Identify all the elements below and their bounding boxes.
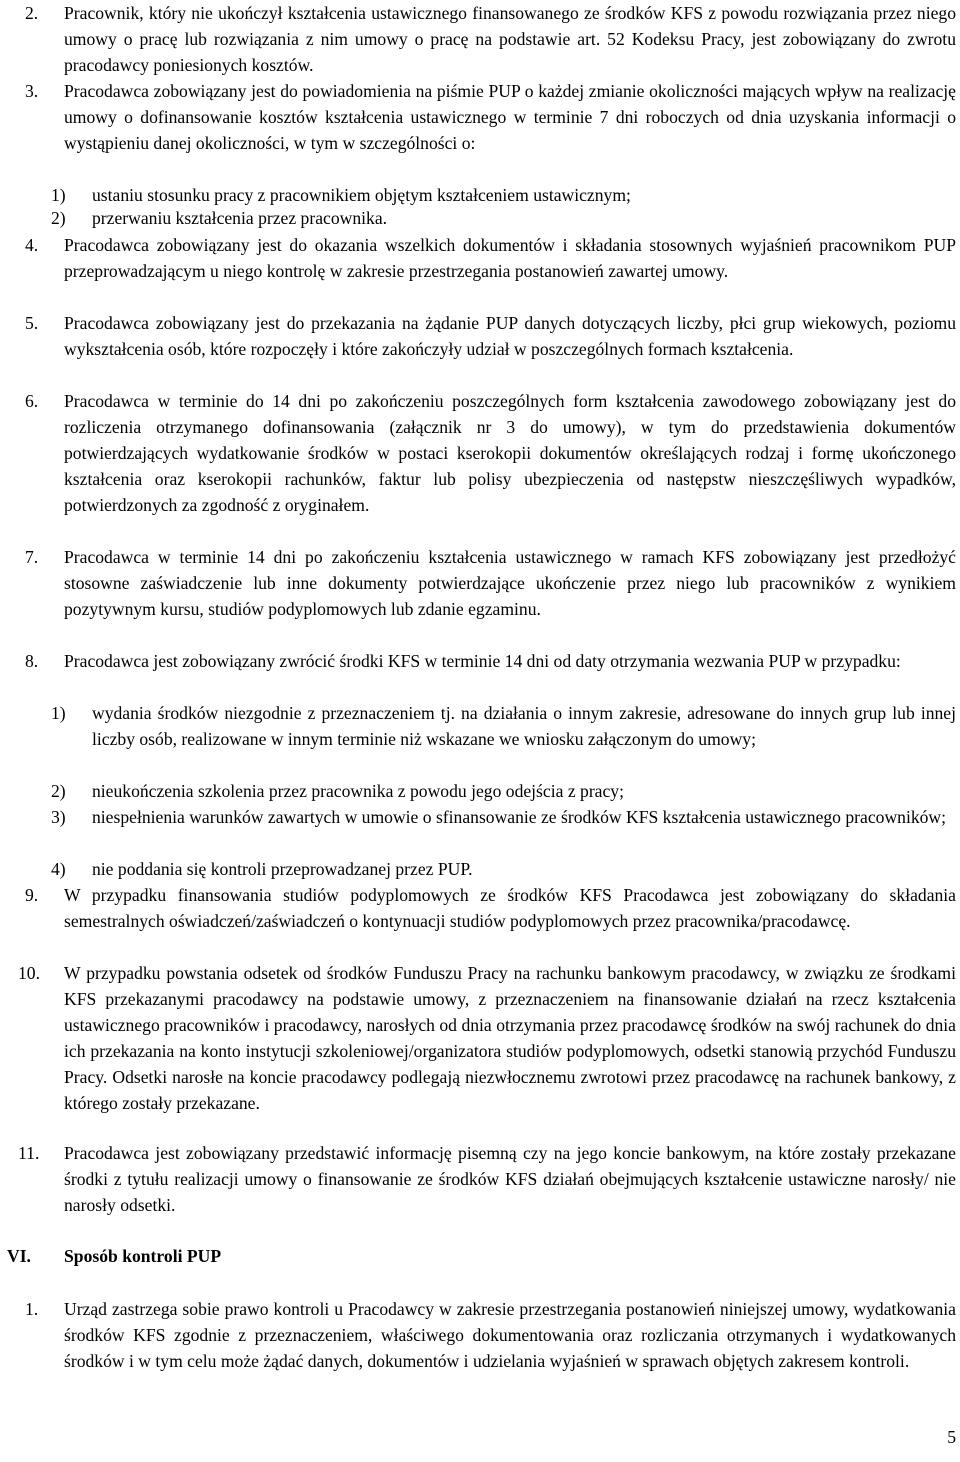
- list-item-2: [0, 0, 960, 78]
- section-heading: [0, 1243, 960, 1269]
- item-number: 9.: [25, 885, 39, 905]
- section-title: Sposób kontroli PUP: [64, 1246, 222, 1266]
- item-text: Pracodawca w terminie do 14 dni po zakończeniu poszczególnych form kształcenia zawodowego zobowiązany jest do rozliczenia otrzymanego dofinansowania (załącznik nr 3 do umowy), w tym do przedstawienia dokumentów potwierdzających wydatkowanie środków w postaci kserokopii dokumentów określających rodzaj i formę ukończonego kształcenia oraz kserokopii rachunków, faktur lub polisy ubezpieczenia od następstw nieszczęśliwych wypadków, potwierdzonych za zgodność z oryginałem.: [64, 391, 956, 516]
- list-item-8: [0, 648, 960, 674]
- page-number: 5: [947, 1427, 956, 1447]
- list-item-3: [0, 78, 960, 156]
- sub-item-text: przerwaniu kształcenia przez pracownika.: [92, 208, 388, 228]
- sub-item-text: nie poddania się kontroli przeprowadzanej przez PUP.: [92, 859, 473, 879]
- section-list-item-1: [0, 1296, 960, 1374]
- sub-item-8-4: [0, 856, 960, 882]
- sub-item-3-2: [0, 205, 960, 231]
- list-item-4: [0, 232, 960, 284]
- sub-item-text: niespełnienia warunków zawartych w umowie o sfinansowanie ze środków KFS kształcenia ustawicznego pracowników;: [92, 807, 947, 827]
- item-number: 1.: [25, 1299, 39, 1319]
- item-text: Pracodawca zobowiązany jest do powiadomienia na piśmie PUP o każdej zmianie okoliczności mających wpływ na realizację umowy o dofinansowanie kosztów kształcenia ustawicznego w terminie 7 dni roboczych od dnia uzyskania informacji o wystąpieniu danej okoliczności, w tym w szczególności o:: [64, 81, 956, 154]
- list-item-6: [0, 388, 960, 518]
- item-text: W przypadku powstania odsetek od środków Funduszu Pracy na rachunku bankowym pracodawcy, w związku ze środkami KFS przekazanymi pracodawcy na podstawie umowy, z przeznaczeniem na finansowanie działań na rzecz kształcenia ustawicznego pracowników i pracodawcy, narosłych od dnia otrzymania przez pracodawcę środków na swój rachunek do dnia ich przekazania na konto instytucji szkoleniowej/organizatora studiów podyplomowych, odsetki stanowią przychód Funduszu Pracy. Odsetki narosłe na koncie pracodawcy podlegają niezwłocznemu zwrotowi przez pracodawcę na rachunek bankowy, z którego zostały przekazane.: [64, 963, 956, 1114]
- sub-item-text: nieukończenia szkolenia przez pracownika z powodu jego odejścia z pracy;: [92, 781, 624, 801]
- item-number: 5.: [25, 313, 39, 333]
- item-text: Pracodawca w terminie 14 dni po zakończeniu kształcenia ustawicznego w ramach KFS zobowiązany jest przedłożyć stosowne zaświadczenie lub inne dokumenty potwierdzające ukończenie przez niego lub pracowników z wynikiem pozytywnym kursu, studiów podyplomowych lub zdanie egzaminu.: [64, 547, 956, 620]
- sub-item-number: 2): [51, 208, 66, 228]
- sub-item-text: ustaniu stosunku pracy z pracownikiem objętym kształceniem ustawicznym;: [92, 185, 631, 205]
- sub-item-number: 4): [51, 859, 66, 879]
- item-number: 3.: [25, 81, 39, 101]
- list-item-10: [0, 960, 960, 1117]
- list-item-5: [0, 310, 960, 362]
- item-number: 6.: [25, 391, 39, 411]
- item-number: 11.: [18, 1143, 40, 1163]
- section-number: VI.: [7, 1246, 31, 1266]
- item-text: Pracodawca zobowiązany jest do przekazania na żądanie PUP danych dotyczących liczby, płci grup wiekowych, poziomu wykształcenia osób, które rozpoczęły i które zakończyły udział w poszczególnych formach kształcenia.: [64, 313, 956, 360]
- item-text: Pracodawca jest zobowiązany zwrócić środki KFS w terminie 14 dni od daty otrzymania wezwania PUP w przypadku:: [64, 651, 901, 671]
- item-number: 10.: [18, 963, 40, 983]
- item-text: Pracodawca zobowiązany jest do okazania wszelkich dokumentów i składania stosownych wyjaśnień pracownikom PUP przeprowadzającym u niego kontrolę w zakresie przestrzegania postanowień zawartej umowy.: [64, 235, 956, 282]
- item-text: Pracodawca jest zobowiązany przedstawić informację pisemną czy na jego koncie bankowym, na które zostały przekazane środki z tytułu realizacji umowy o finansowanie ze środków KFS działań obejmujących kształcenie ustawiczne narosły/ nie narosły odsetki.: [64, 1143, 956, 1216]
- sub-item-number: 2): [51, 781, 66, 801]
- item-text: W przypadku finansowania studiów podyplomowych ze środków KFS Pracodawca jest zobowiązany do składania semestralnych oświadczeń/zaświadczeń o kontynuacji studiów podyplomowych przez pracownika/pracodawcę.: [64, 885, 956, 932]
- item-number: 7.: [25, 547, 39, 567]
- sub-item-8-2: [0, 778, 960, 804]
- sub-item-8-3: [0, 804, 960, 830]
- sub-item-number: 1): [51, 703, 66, 723]
- sub-item-number: 1): [51, 185, 66, 205]
- list-item-7: [0, 544, 960, 622]
- item-number: 2.: [25, 3, 39, 23]
- item-text: Pracownik, który nie ukończył kształcenia ustawicznego finansowanego ze środków KFS z powodu rozwiązania przez niego umowy o pracę lub rozwiązania z nim umowy o pracę na podstawie art. 52 Kodeksu Pracy, jest zobowiązany do zwrotu pracodawcy poniesionych kosztów.: [64, 3, 956, 76]
- list-item-11: [0, 1140, 960, 1218]
- item-number: 8.: [25, 651, 39, 671]
- item-text: Urząd zastrzega sobie prawo kontroli u Pracodawcy w zakresie przestrzegania postanowień niniejszej umowy, wydatkowania środków KFS zgodnie z przeznaczeniem, właściwego dokumentowania oraz rozliczania otrzymanych i wydatkowanych środków i w tym celu może żądać danych, dokumentów i udzielania wyjaśnień w sprawach objętych zakresem kontroli.: [64, 1299, 956, 1372]
- item-number: 4.: [25, 235, 39, 255]
- sub-item-text: wydania środków niezgodnie z przeznaczeniem tj. na działania o innym zakresie, adresowane do innych grup lub innej liczby osób, realizowane w innym terminie niż wskazane we wniosku załączonym do umowy;: [92, 703, 956, 750]
- sub-item-number: 3): [51, 807, 66, 827]
- sub-item-8-1: [0, 700, 960, 752]
- list-item-9: [0, 882, 960, 934]
